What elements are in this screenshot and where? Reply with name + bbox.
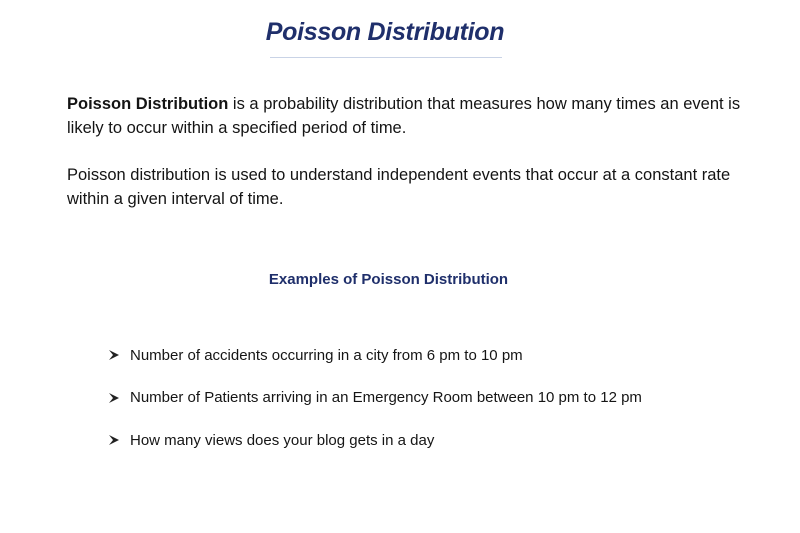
definition-paragraph [67, 92, 747, 140]
list-item [108, 429, 642, 451]
examples-heading: Examples of Poisson Distribution [268, 271, 509, 288]
usage-paragraph: Poisson distribution is used to understand independent events that occur at a constant rate within a given interval of time. [67, 166, 731, 208]
definition-text: is a probability distribution that measures how many times an event is likely to occur within a specified period of time. [67, 95, 741, 137]
example-text: How many views does your blog gets in a day [130, 431, 435, 449]
title-underline [270, 57, 502, 58]
arrow-bullet-icon [108, 434, 120, 446]
examples-list [108, 344, 642, 472]
definition-term: Poisson Distribution [67, 95, 229, 113]
page-title: Poisson Distribution [265, 18, 505, 46]
example-text: Number of accidents occurring in a city from 6 pm to 10 pm [130, 346, 523, 364]
arrow-bullet-icon [108, 349, 120, 361]
arrow-bullet-icon [108, 392, 120, 404]
list-item [108, 344, 642, 366]
example-text: Number of Patients arriving in an Emergency Room between 10 pm to 12 pm [130, 389, 642, 406]
list-item [108, 387, 642, 409]
